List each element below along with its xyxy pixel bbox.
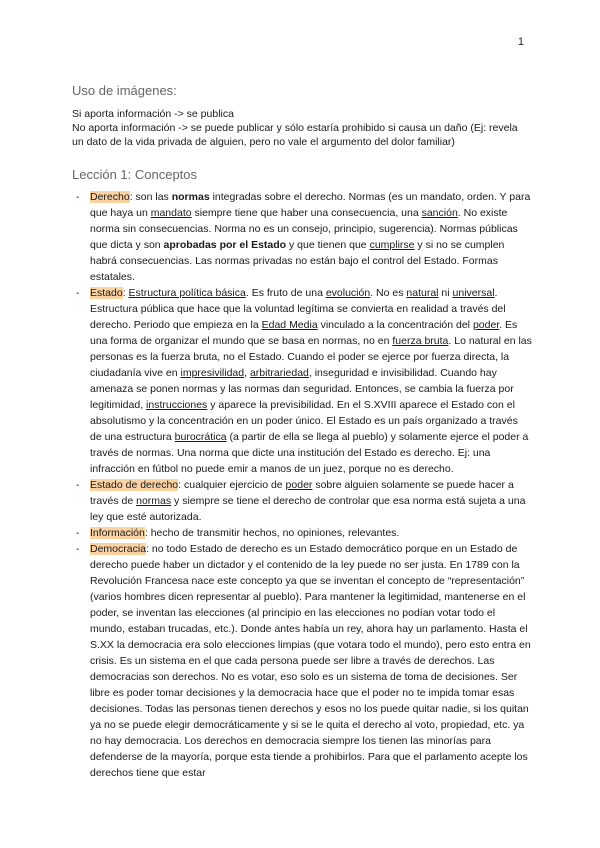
page-number: 1 (517, 36, 524, 48)
underlined-text: mandato (150, 207, 192, 219)
document-body (72, 83, 532, 781)
bold-text: aprobadas por el Estado (163, 239, 287, 251)
concept-item-informacion: - Información: hecho de transmitir hechos, no opiniones, relevantes. (90, 525, 532, 541)
section-image-use (72, 83, 532, 149)
underlined-text: sanción (421, 207, 458, 219)
concept-item-democracia: - Democracia: no todo Estado de derecho es un Estado democrático porque en un Estado de derecho puede haber un dictador y el contenido de la ley puede no ser justa. En 1789 con la Revolución Francesa nace este concepto ya que se inventan el concepto de “representación” (varios hombres dicen representar al pueblo). Para mantener la legitimidad, mantenerse en el poder, se inventan las elecciones (al principio en las elecciones no podían votar todo el mundo, estaban trucadas, etc.). Donde antes había un rey, ahora hay un parlamento. Hasta el S.XX la democracia era solo elecciones limpias (que votara todo el mundo), pero esto entra en crisis. Es un sistema en el que cada persona puede ser libre a través de derechos. Las democracias son derechos. No es votar, eso solo es un sistema de toma de decisiones. Ser libre es poder tomar decisiones y la democracia hace que el poder no te impida tomar esas decisiones. Todas las personas tienen derechos y esos no los puede quitar nadie, si los quitan ya no se puede elegir democráticamente y si se le quita el derecho al voto, propiedad, etc. ya no hay democracia. Los derechos en democracia siempre los tienen las minorías para defenderse de la mayoría, porque esta tiende a prohibirlos. Para que el parlamento acepte los derechos tiene que estar (90, 541, 532, 781)
highlighted-term: Estado de derecho (90, 479, 179, 491)
concept-item-derecho: - Derecho: son las normas integradas sobre el derecho. Normas (es un mandato, orden. Y para que haya un mandato siempre tiene que haber una consecuencia, una sanción. No existe norma sin consecuencias. Norma no es un consejo, principio, sugerencia). Normas públicas que dicta y son aprobadas por el Estado y que tienen que cumplirse y si no se cumplen habrá consecuencias. Las normas privadas no están bajo el control del Estado. Formas estatales. (90, 189, 532, 285)
underlined-text: Estructura política básica (128, 287, 246, 299)
underlined-text: natural (406, 287, 439, 299)
concept-item-estado: - Estado: Estructura política básica. Es fruto de una evolución. No es natural ni universal. Estructura pública que hace que la voluntad legítima se convierta en realidad a través del derecho. Periodo que empieza en la Edad Media vinculado a la concentración del poder. Es una forma de organizar el mundo que se basa en normas, no en fuerza bruta. Lo natural en las personas es la fuerza bruta, no el Estado. Cuando el poder se ejerce por fuerza directa, la ciudadanía vive en impresivilidad, arbitrariedad, inseguridad e invisibilidad. Cuando hay amenaza se ponen normas y las normas dan seguridad. Entonces, se cambia la fuerza por legitimidad, instrucciones y aparece la previsibilidad. En el S.XVIII aparece el Estado con el absolutismo y la concentración en un poder único. El Estado es un país organizado a través de una estructura burocrática (a partir de ella se llega al pueblo) y solamente ejerce el poder a través de normas. Una norma que dicte una institución del Estado es derecho. Ej: una infracción en fútbol no puede emir a manos de un juez, porque no es derecho. (90, 285, 532, 477)
underlined-text: instrucciones (146, 399, 208, 411)
underlined-text: universal (452, 287, 495, 299)
highlighted-term: Derecho (90, 191, 130, 203)
underlined-text: evolución (325, 287, 371, 299)
underlined-text: cumplirse (369, 239, 415, 251)
concept-list (72, 189, 532, 781)
underlined-text: impresivilidad (180, 367, 245, 379)
underlined-text: Edad Media (261, 319, 318, 331)
bold-text: normas (171, 191, 210, 203)
lesson-title: Lección 1: Conceptos (72, 167, 198, 182)
highlighted-term: Democracia (90, 543, 147, 555)
paragraph-line: No aporta información -> se puede publicar y sólo estaría prohibido si causa un daño (Ej: revela un dato de la vida privada de alguien, pero no vale el argumento del dolor familiar) (72, 122, 518, 148)
underlined-text: arbitrariedad (249, 367, 309, 379)
highlighted-term: Estado (90, 287, 123, 299)
underlined-text: poder (472, 319, 500, 331)
concept-item-estado-de-derecho: - Estado de derecho: cualquier ejercicio de poder sobre alguien solamente se puede hacer a través de normas y siempre se tiene el derecho de controlar que esa norma está sujeta a una ley que esté autorizada. (90, 477, 532, 525)
underlined-text: poder (285, 479, 313, 491)
underlined-text: fuerza bruta (392, 335, 449, 347)
underlined-text: normas (136, 495, 172, 507)
highlighted-term: Información (90, 527, 145, 539)
section-title: Uso de imágenes: (72, 83, 177, 98)
paragraph-line: Si aporta información -> se publica (72, 108, 234, 120)
underlined-text: burocrática (174, 431, 227, 443)
